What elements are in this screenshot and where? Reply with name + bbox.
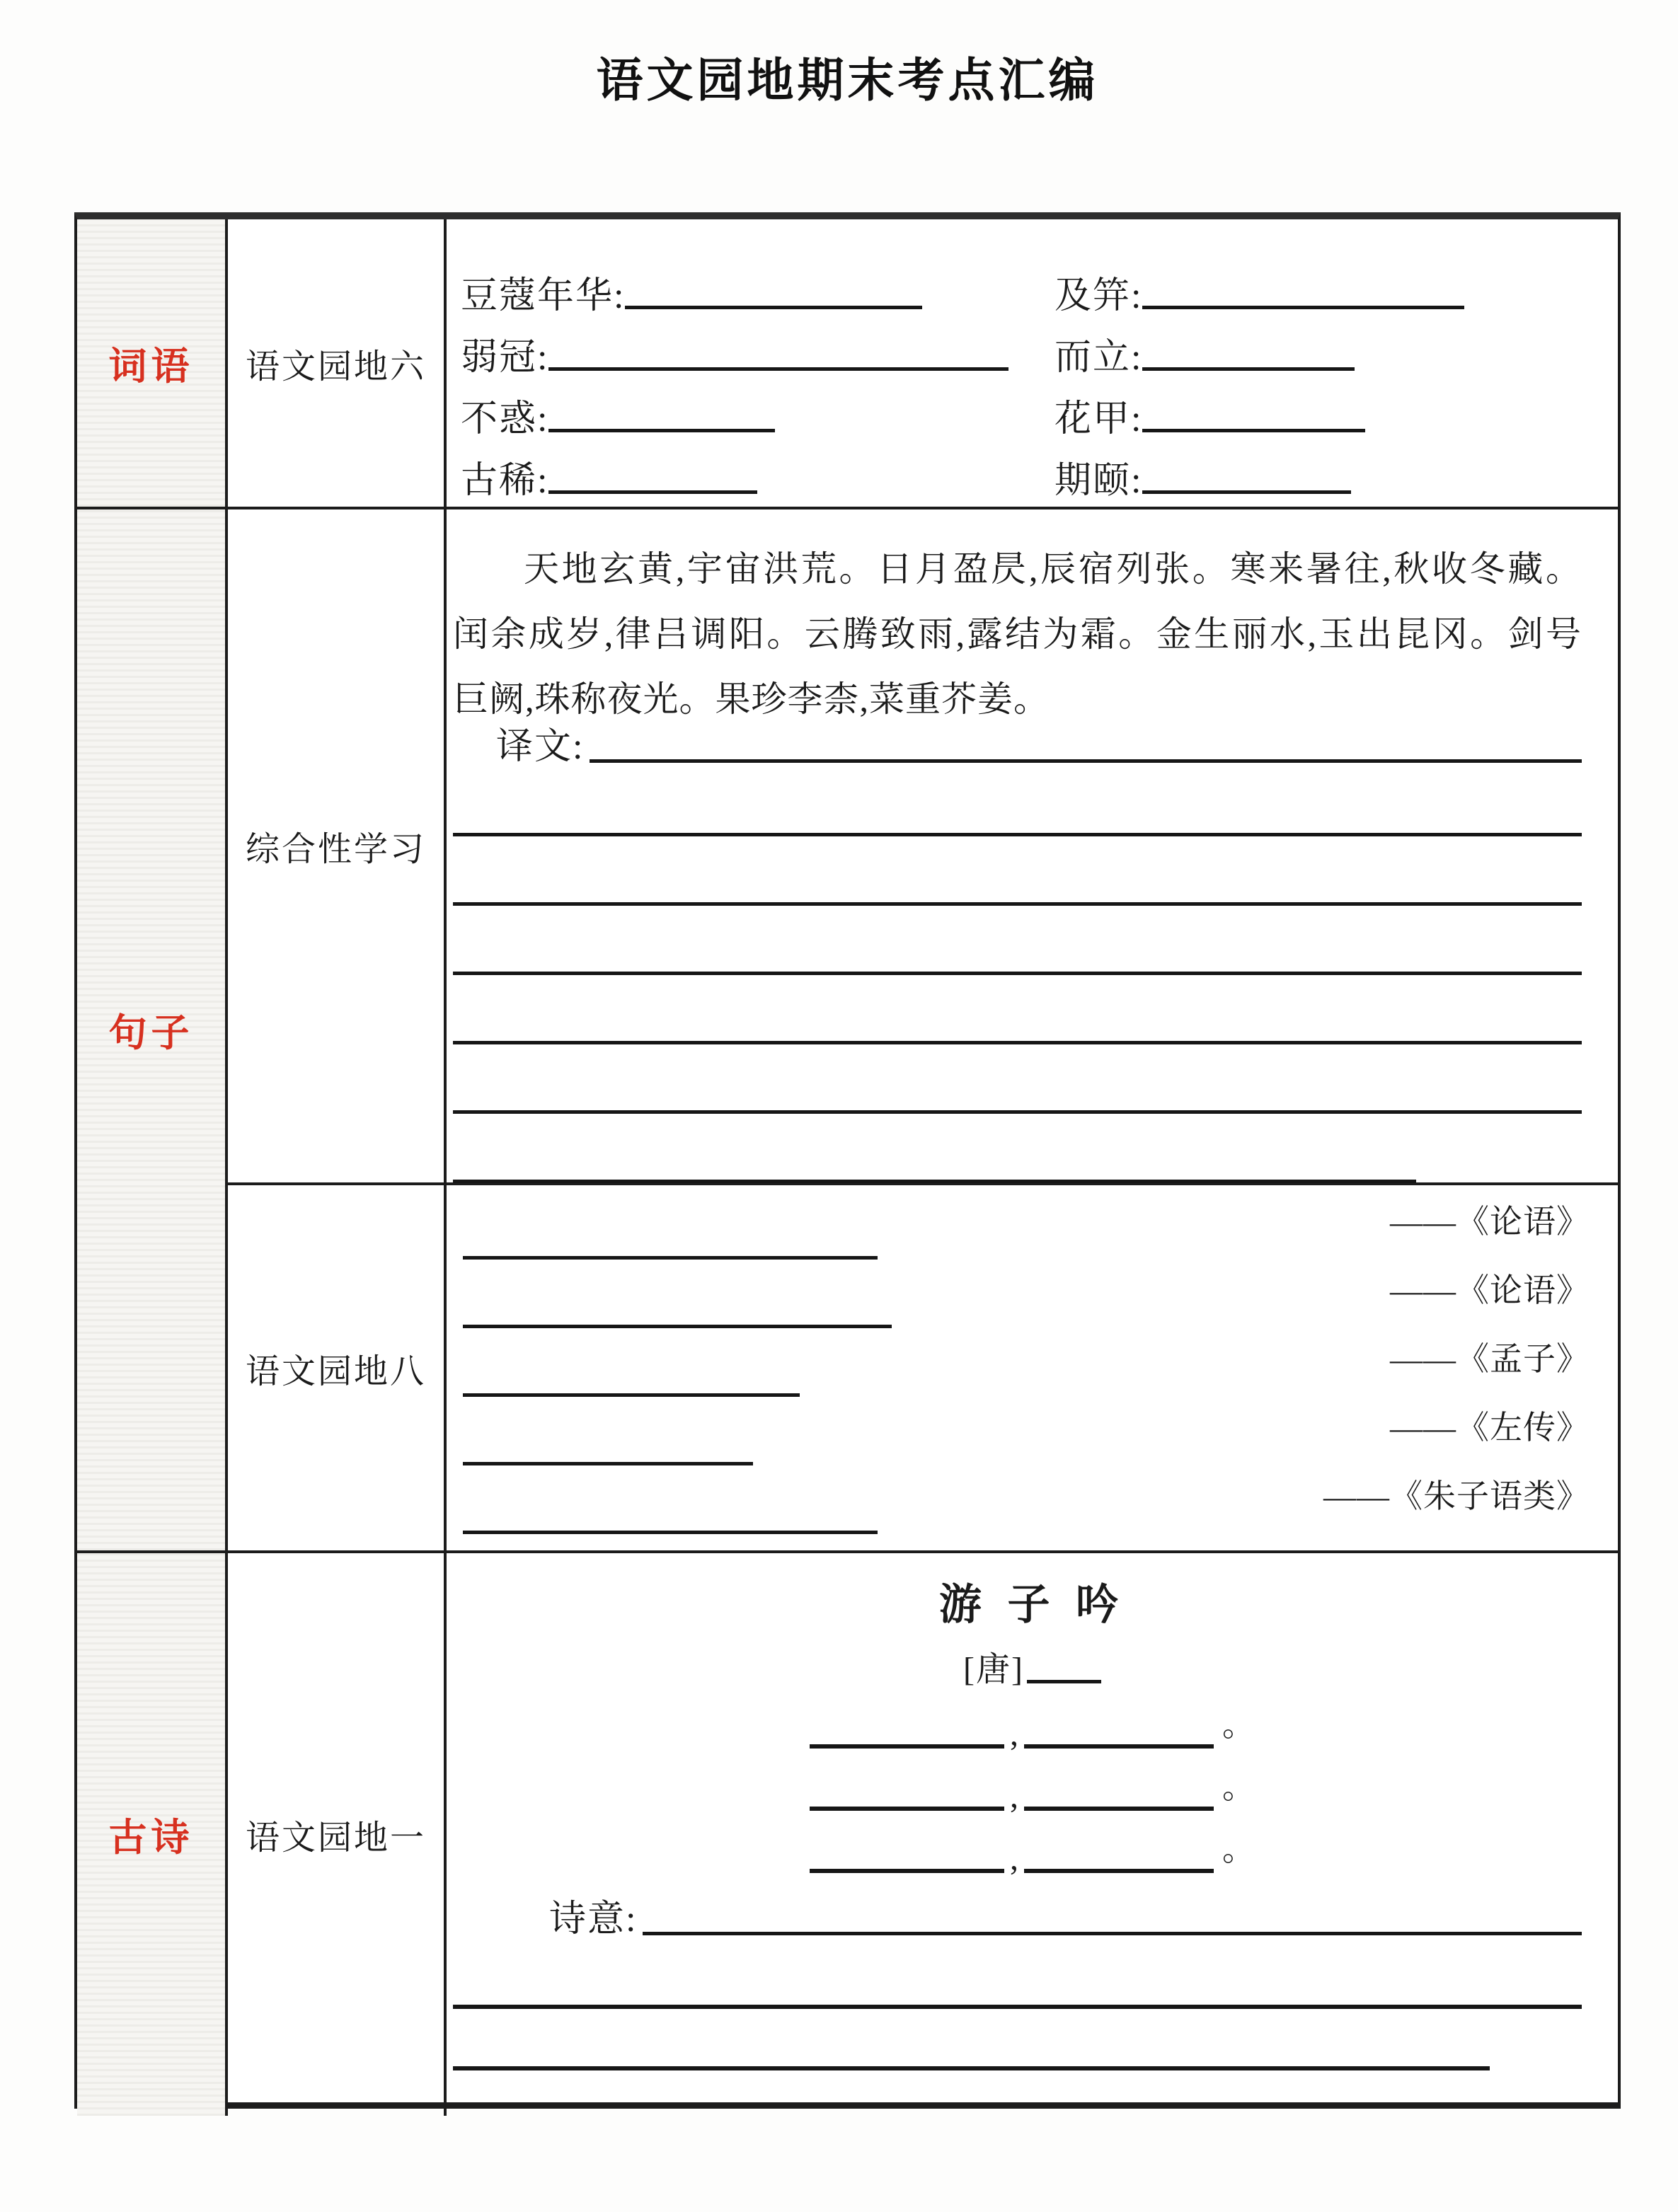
passage-line: 闰余成岁,律吕调阳。云腾致雨,露结为霜。金生丽水,玉出昆冈。剑号: [453, 614, 1582, 654]
blank-writing-line: [453, 906, 1582, 975]
fill-in-blank: [463, 1459, 753, 1465]
section-label-garden-six: 语文园地六: [245, 347, 426, 386]
fill-in-blank: [1024, 1741, 1214, 1749]
verse-period: 。: [1222, 1831, 1255, 1867]
category-label-words: 词语: [108, 345, 194, 388]
term-label: 豆蔻年华:: [461, 276, 626, 317]
quote-row: [447, 1260, 1618, 1328]
fill-in-blank: [643, 1929, 1582, 1935]
quote-list: [447, 1185, 1618, 1534]
blank-writing-line: [453, 1114, 1416, 1183]
section-cell-garden-six: [228, 219, 447, 509]
verse-comma: ,: [1010, 1840, 1018, 1877]
category-cell-poem: [77, 1553, 228, 2116]
translation-row: [453, 727, 1582, 768]
verse-comma: ,: [1010, 1715, 1018, 1753]
blank-writing-line: [453, 1940, 1582, 2009]
verse-row: [447, 1814, 1618, 1876]
fill-in-blank: [810, 1866, 1004, 1873]
term-item: [1055, 378, 1618, 439]
classical-passage: [447, 509, 1618, 732]
blank-writing-line: [453, 2009, 1490, 2070]
section-cell-garden-one: [228, 1553, 447, 2116]
section-cell-garden-eight: [228, 1185, 447, 1553]
term-item: [447, 255, 1055, 316]
verse-comma: ,: [1010, 1778, 1018, 1815]
term-item: [447, 439, 1055, 501]
fill-in-blank: [1027, 1677, 1101, 1683]
passage-line: 天地玄黄,宇宙洪荒。日月盈昃,辰宿列张。寒来暑往,秋收冬藏。: [524, 549, 1582, 589]
section-cell-integrated-study: [228, 509, 447, 1185]
fill-in-blank: [548, 364, 1008, 371]
term-label: 不惑:: [461, 399, 549, 440]
poem-dynasty-label: [唐]: [963, 1651, 1024, 1689]
poem-meaning-row: [447, 1884, 1618, 1940]
fill-in-blank: [1142, 303, 1464, 309]
terms-grid: [447, 219, 1618, 501]
term-item: [1055, 316, 1618, 378]
verse-period: 。: [1222, 1707, 1255, 1743]
fill-in-blank: [810, 1741, 1004, 1749]
poem-meaning-label: 诗意:: [549, 1899, 638, 1940]
integrated-study-content-cell: [447, 509, 1618, 1185]
term-item: [447, 378, 1055, 439]
garden-eight-content-cell: [447, 1185, 1618, 1553]
blank-writing-line: [453, 975, 1582, 1044]
term-label: 而立:: [1055, 338, 1143, 379]
section-label-garden-eight: 语文园地八: [245, 1352, 426, 1390]
fill-in-blank: [463, 1390, 800, 1397]
fill-in-blank: [463, 1253, 878, 1260]
section-label-garden-one: 语文园地一: [245, 1819, 426, 1857]
category-label-sentences: 句子: [108, 1012, 194, 1054]
quote-source: ——《朱子语类》: [1323, 1478, 1590, 1514]
term-label: 古稀:: [461, 461, 549, 502]
verse-row: [447, 1689, 1618, 1751]
fill-in-blank: [1024, 1866, 1214, 1873]
fill-in-blank: [625, 303, 922, 309]
poem-title: 游 子 吟: [938, 1581, 1126, 1628]
term-item: [1055, 255, 1618, 316]
term-label: 花甲:: [1055, 399, 1143, 440]
section-label-integrated-study: 综合性学习: [245, 831, 426, 868]
quote-row: [447, 1397, 1618, 1465]
words-content-cell: [447, 219, 1618, 509]
fill-in-blank: [1142, 488, 1351, 494]
fill-in-blank: [810, 1804, 1004, 1811]
verse-row: [447, 1751, 1618, 1814]
quote-source: ——《左传》: [1390, 1410, 1590, 1446]
term-label: 弱冠:: [461, 338, 549, 379]
quote-row: [447, 1465, 1618, 1534]
quote-row: [447, 1328, 1618, 1397]
category-cell-sentences: [77, 509, 228, 1553]
quote-source: ——《论语》: [1390, 1272, 1590, 1308]
fill-in-blank: [1142, 364, 1355, 371]
term-item: [447, 316, 1055, 378]
poem-verses: [447, 1689, 1618, 1876]
term-label: 期颐:: [1055, 461, 1143, 502]
poem-content-cell: [447, 1553, 1618, 2116]
fill-in-blank: [1024, 1804, 1214, 1811]
quote-source: ——《论语》: [1390, 1204, 1590, 1240]
blank-writing-line: [453, 836, 1582, 906]
fill-in-blank: [1142, 426, 1365, 432]
category-cell-words: [77, 219, 228, 509]
poem-extra-lines: [447, 1940, 1618, 2070]
quote-source: ——《孟子》: [1390, 1341, 1590, 1377]
page-title: 语文园地期末考点汇编: [596, 54, 1099, 106]
fill-in-blank: [463, 1322, 892, 1328]
fill-in-blank: [590, 756, 1582, 763]
blank-writing-line: [453, 767, 1582, 836]
worksheet-table: [74, 212, 1621, 2109]
quote-row: [447, 1191, 1618, 1260]
term-item: [1055, 439, 1618, 501]
fill-in-blank: [463, 1528, 878, 1534]
passage-line: 巨阙,珠称夜光。果珍李柰,菜重芥姜。: [453, 679, 1050, 719]
poem-author-row: [963, 1645, 1101, 1689]
fill-in-blank: [548, 488, 757, 494]
category-label-poem: 古诗: [108, 1816, 194, 1859]
translation-label: 译文:: [496, 727, 585, 768]
verse-period: 。: [1222, 1769, 1255, 1805]
term-label: 及笄:: [1055, 276, 1143, 317]
blank-writing-line: [453, 1044, 1582, 1114]
fill-in-blank: [548, 426, 775, 432]
